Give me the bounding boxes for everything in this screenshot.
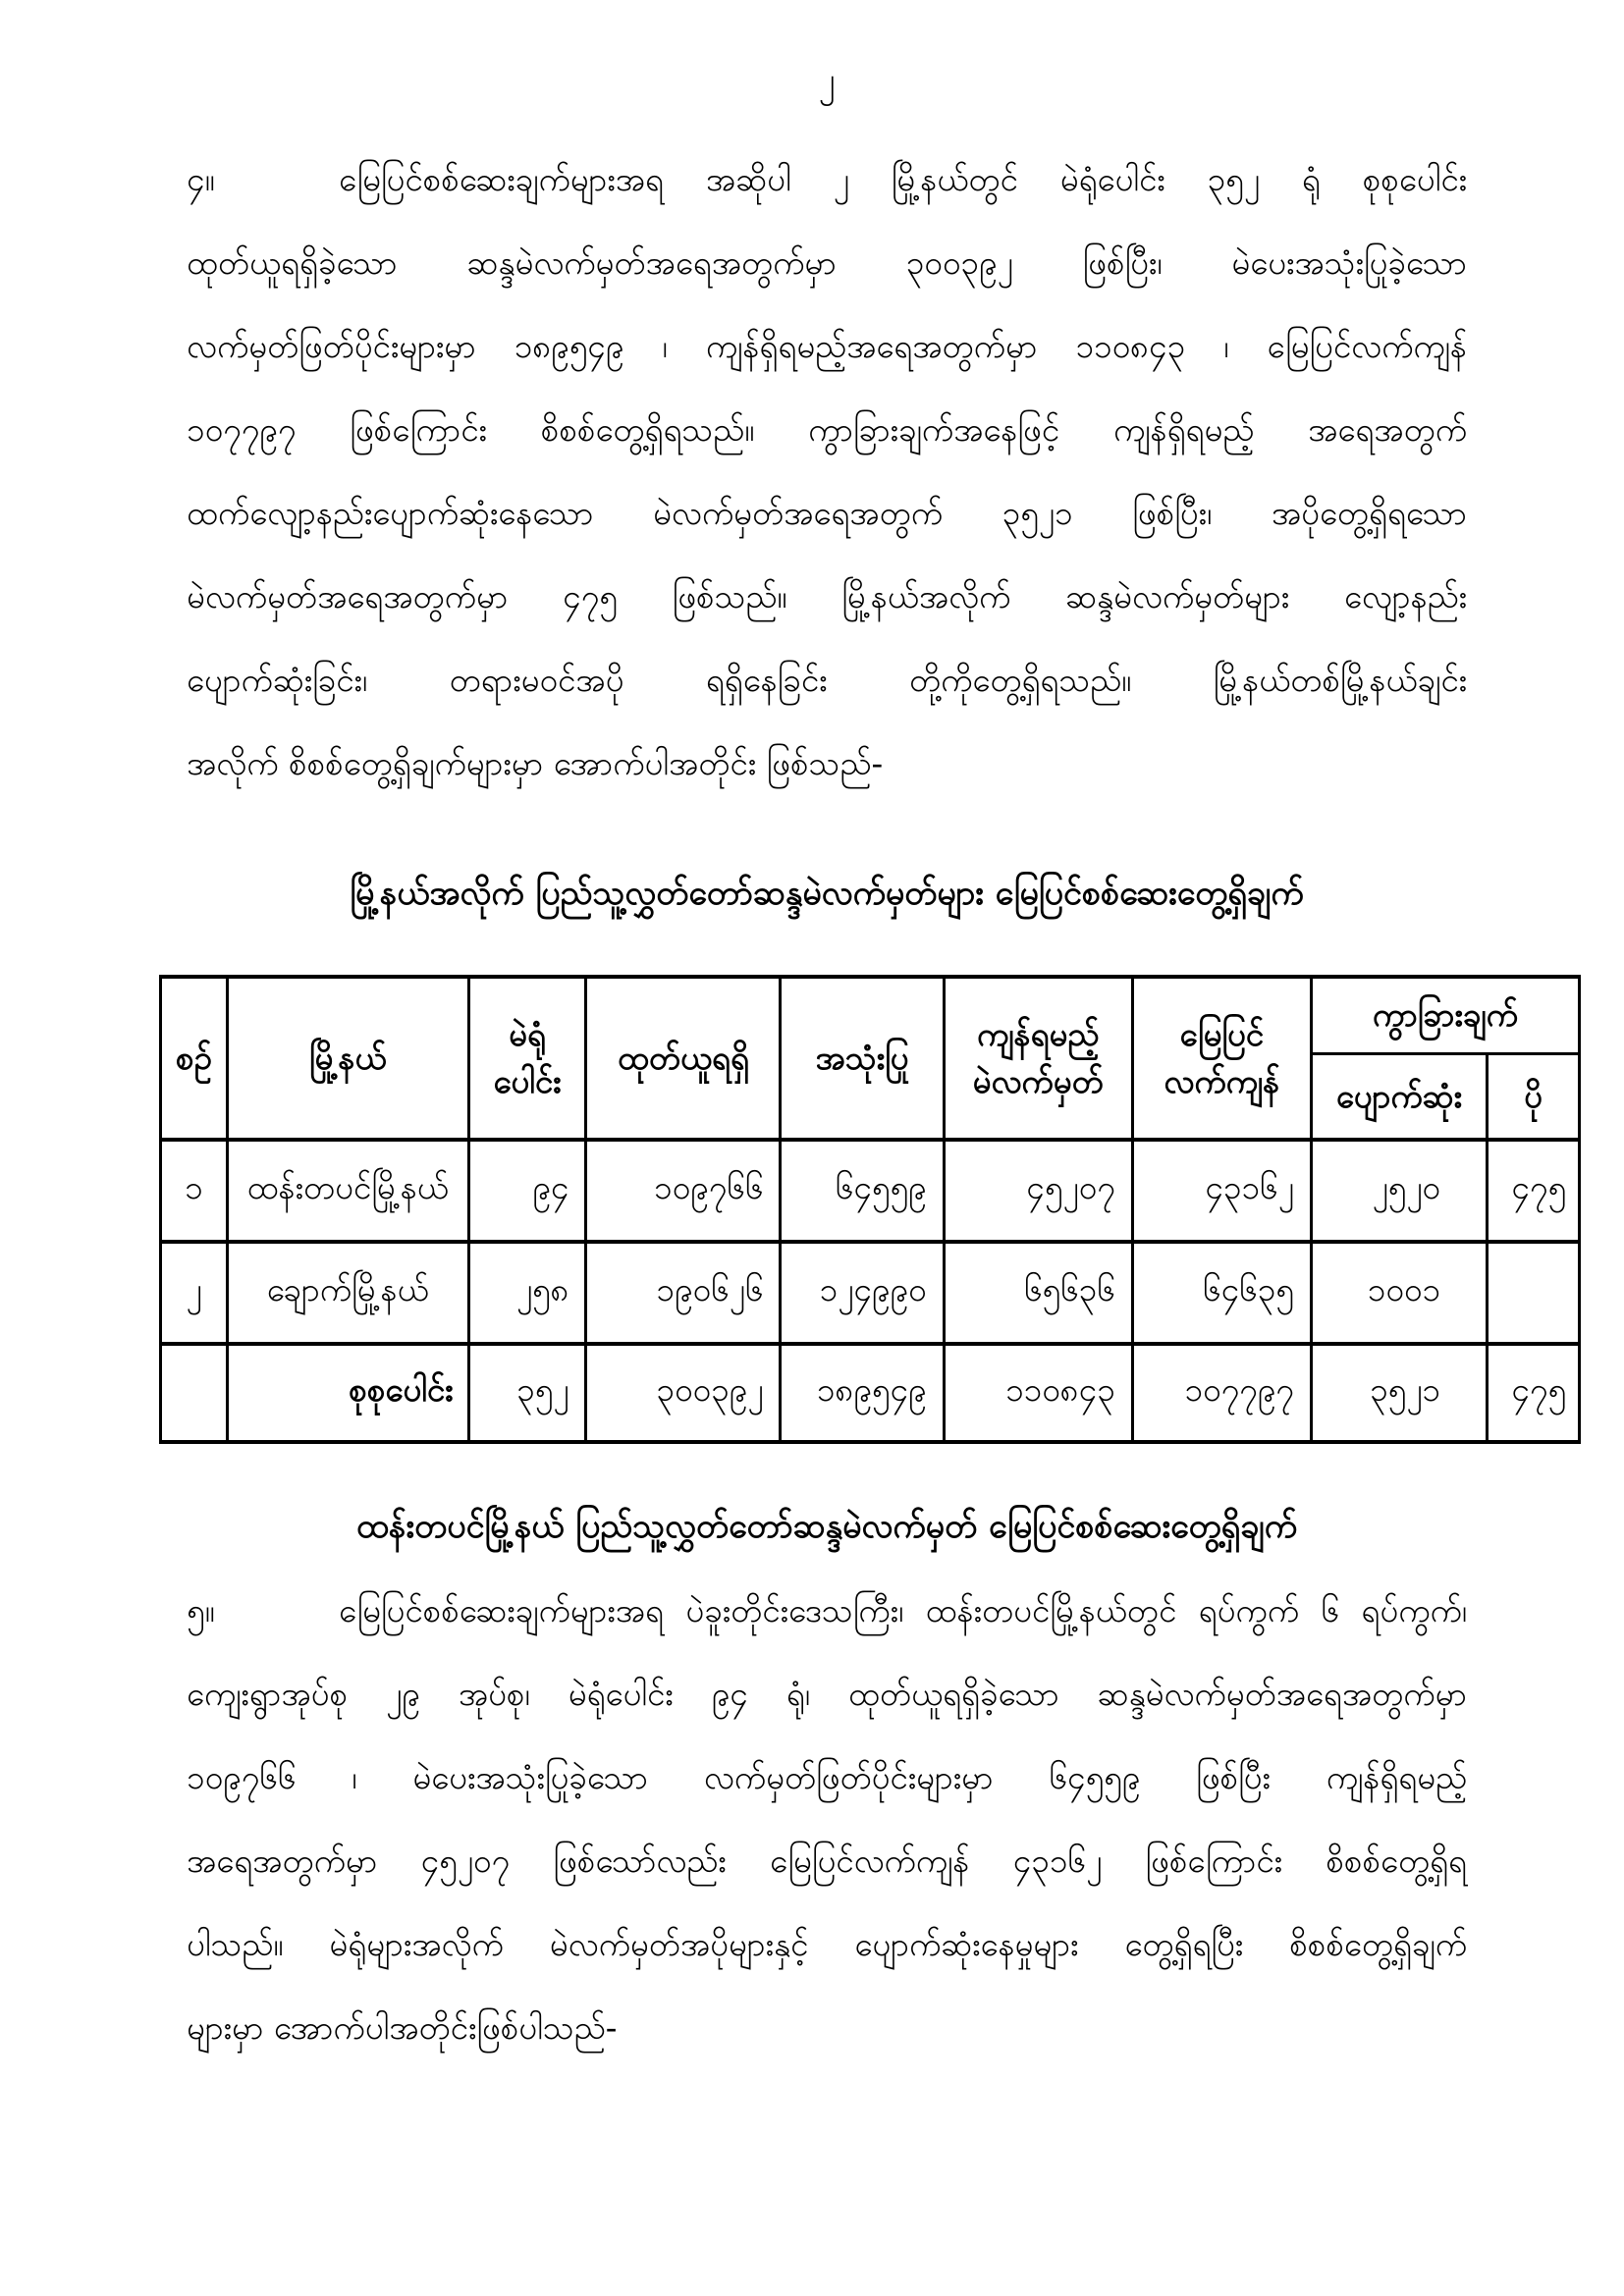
cell-received: ၁၉၀၆၂၆ — [586, 1242, 781, 1344]
table-row — [161, 1242, 1580, 1344]
cell-missing: ၂၅၂၀ — [1311, 1140, 1487, 1242]
col-header-remaining-line2: မဲလက်မှတ် — [972, 1062, 1104, 1100]
paragraph-5-line: ပါသည်။ မဲရုံများအလိုက် မဲလက်မှတ်အပိုများနှင့် ပျောက်ဆုံးနေမှုများ တွေ့ရှိရပြီး စိစစ်တွေ့ရှိချက် — [187, 1925, 1467, 1963]
cell-township: ချောက်မြို့နယ် — [227, 1242, 468, 1344]
cell-ground-balance: ၄၃၁၆၂ — [1132, 1140, 1311, 1242]
paragraph-4-line: ၁၀၇၇၉၇ ဖြစ်ကြောင်း စိစစ်တွေ့ရှိရသည်။ ကွာခြားချက်အနေဖြင့် ကျန်ရှိရမည့် အရေအတွက် — [187, 410, 1467, 449]
cell-received: ၃၀၀၃၉၂ — [586, 1344, 781, 1442]
section-title: ထန်းတပင်မြို့နယ် ပြည်သူ့လွှတ်တော်ဆန္ဒမဲလက်မှတ် မြေပြင်စစ်ဆေးတွေ့ရှိချက် — [356, 1507, 1297, 1546]
paragraph-4-line: ပျောက်ဆုံးခြင်း၊ တရားမဝင်အပို ရရှိနေခြင်း တို့ကိုတွေ့ရှိရသည်။ မြို့နယ်တစ်မြို့နယ်ချင်း — [187, 661, 1467, 699]
cell-no: ၁ — [161, 1140, 228, 1242]
cell-polling-total: ၉၄ — [468, 1140, 586, 1242]
cell-used: ၆၄၅၅၉ — [781, 1140, 944, 1242]
cell-no-empty — [161, 1344, 228, 1442]
paragraph-5 — [187, 1569, 1467, 2069]
cell-missing: ၁၀၀၁ — [1311, 1242, 1487, 1344]
paragraph-4-text: မြေပြင်စစ်ဆေးချက်များအရ အဆိုပါ ၂ မြို့နယ်တွင် မဲရုံပေါင်း ၃၅၂ ရုံ စုစုပေါင်း — [339, 160, 1467, 198]
paragraph-5-line: များမှာ အောက်ပါအတိုင်းဖြစ်ပါသည်- — [187, 2008, 618, 2047]
col-header-ground-balance — [1132, 977, 1311, 1140]
col-header-remaining-line1: ကျန်ရမည့် — [977, 1015, 1100, 1054]
table-title: မြို့နယ်အလိုက် ပြည်သူ့လွှတ်တော်ဆန္ဒမဲလက်မှတ်များ မြေပြင်စစ်ဆေးတွေ့ရှိချက် — [350, 874, 1304, 913]
col-header-no: စဉ် — [161, 977, 228, 1140]
col-header-polling-line2: ပေါင်း — [493, 1062, 562, 1100]
table-row — [161, 1140, 1580, 1242]
paragraph-5-line: ၁၀၉၇၆၆ ၊ မဲပေးအသုံးပြုခဲ့သော လက်မှတ်ဖြတ်ပိုင်းများမှာ ၆၄၅၅၉ ဖြစ်ပြီး ကျန်ရှိရမည့် — [187, 1758, 1467, 1796]
paragraph-5-line: အရေအတွက်မှာ ၄၅၂၀၇ ဖြစ်သော်လည်း မြေပြင်လက်ကျန် ၄၃၁၆၂ ဖြစ်ကြောင်း စိစစ်တွေ့ရှိရ — [187, 1842, 1467, 1880]
cell-extra: ၄၇၅ — [1488, 1344, 1580, 1442]
table-total-row — [161, 1344, 1580, 1442]
paragraph-4-line: မဲလက်မှတ်အရေအတွက်မှာ ၄၇၅ ဖြစ်သည်။ မြို့နယ်အလိုက် ဆန္ဒမဲလက်မှတ်များ လျော့နည်း — [187, 577, 1467, 615]
paragraph-4-number: ၄။ — [187, 160, 215, 198]
paragraph-4-line: အလိုက် စိစစ်တွေ့ရှိချက်များမှာ အောက်ပါအတိုင်း ဖြစ်သည်- — [187, 744, 884, 782]
cell-remaining: ၆၅၆၃၆ — [944, 1242, 1132, 1344]
col-header-township: မြို့နယ် — [227, 977, 468, 1140]
paragraph-4-line: ထုတ်ယူရရှိခဲ့သော ဆန္ဒမဲလက်မှတ်အရေအတွက်မှာ ၃၀၀၃၉၂ ဖြစ်ပြီး၊ မဲပေးအသုံးပြုခဲ့သော — [187, 243, 1467, 282]
cell-ground-balance: ၆၄၆၃၅ — [1132, 1242, 1311, 1344]
col-header-used: အသုံးပြု — [781, 977, 944, 1140]
cell-township: ထန်းတပင်မြို့နယ် — [227, 1140, 468, 1242]
paragraph-4-line: ထက်လျော့နည်းပျောက်ဆုံးနေသော မဲလက်မှတ်အရေအတွက် ၃၅၂၁ ဖြစ်ပြီး၊ အပိုတွေ့ရှိရသော — [187, 494, 1467, 532]
col-header-polling-total — [468, 977, 586, 1140]
cell-missing: ၃၅၂၁ — [1311, 1344, 1487, 1442]
paragraph-4-line: လက်မှတ်ဖြတ်ပိုင်းများမှာ ၁၈၉၅၄၉ ၊ ကျန်ရှိရမည့်အရေအတွက်မှာ ၁၁၀၈၄၃ ၊ မြေပြင်လက်ကျန် — [187, 327, 1467, 365]
paragraph-5-line — [187, 1569, 1467, 1652]
cell-extra — [1488, 1242, 1580, 1344]
cell-used: ၁၈၉၅၄၉ — [781, 1344, 944, 1442]
col-header-extra: ပို — [1488, 1053, 1580, 1140]
cell-no: ၂ — [161, 1242, 228, 1344]
paragraph-5-number: ၅။ — [187, 1591, 215, 1629]
col-header-remaining — [944, 977, 1132, 1140]
table-header-row — [161, 977, 1580, 1053]
col-header-missing: ပျောက်ဆုံး — [1311, 1053, 1487, 1140]
cell-total-label: စုစုပေါင်း — [227, 1344, 468, 1442]
ballot-result-table — [159, 975, 1581, 1444]
paragraph-4 — [187, 137, 1467, 805]
cell-received: ၁၀၉၇၆၆ — [586, 1140, 781, 1242]
col-header-difference: ကွာခြားချက် — [1311, 977, 1579, 1053]
col-header-polling-line1: မဲရုံ — [509, 1015, 546, 1054]
cell-polling-total: ၂၅၈ — [468, 1242, 586, 1344]
cell-used: ၁၂၄၉၉၀ — [781, 1242, 944, 1344]
paragraph-4-line — [187, 137, 1467, 221]
page-number: ၂ — [818, 61, 836, 100]
cell-polling-total: ၃၅၂ — [468, 1344, 586, 1442]
cell-ground-balance: ၁၀၇၇၉၇ — [1132, 1344, 1311, 1442]
paragraph-5-text: မြေပြင်စစ်ဆေးချက်များအရ ပဲခူးတိုင်းဒေသကြီး၊ ထန်းတပင်မြို့နယ်တွင် ရပ်ကွက် ၆ ရပ်ကွက်၊ — [339, 1591, 1467, 1629]
cell-remaining: ၄၅၂၀၇ — [944, 1140, 1132, 1242]
col-header-ground-line1: မြေပြင် — [1179, 1015, 1265, 1054]
col-header-received: ထုတ်ယူရရှိ — [586, 977, 781, 1140]
paragraph-5-line: ကျေးရွာအုပ်စု ၂၉ အုပ်စု၊ မဲရုံပေါင်း ၉၄ ရုံ၊ ထုတ်ယူရရှိခဲ့သော ဆန္ဒမဲလက်မှတ်အရေအတွက်မှာ — [187, 1675, 1467, 1713]
col-header-ground-line2: လက်ကျန် — [1164, 1062, 1280, 1100]
cell-remaining: ၁၁၀၈၄၃ — [944, 1344, 1132, 1442]
cell-extra: ၄၇၅ — [1488, 1140, 1580, 1242]
